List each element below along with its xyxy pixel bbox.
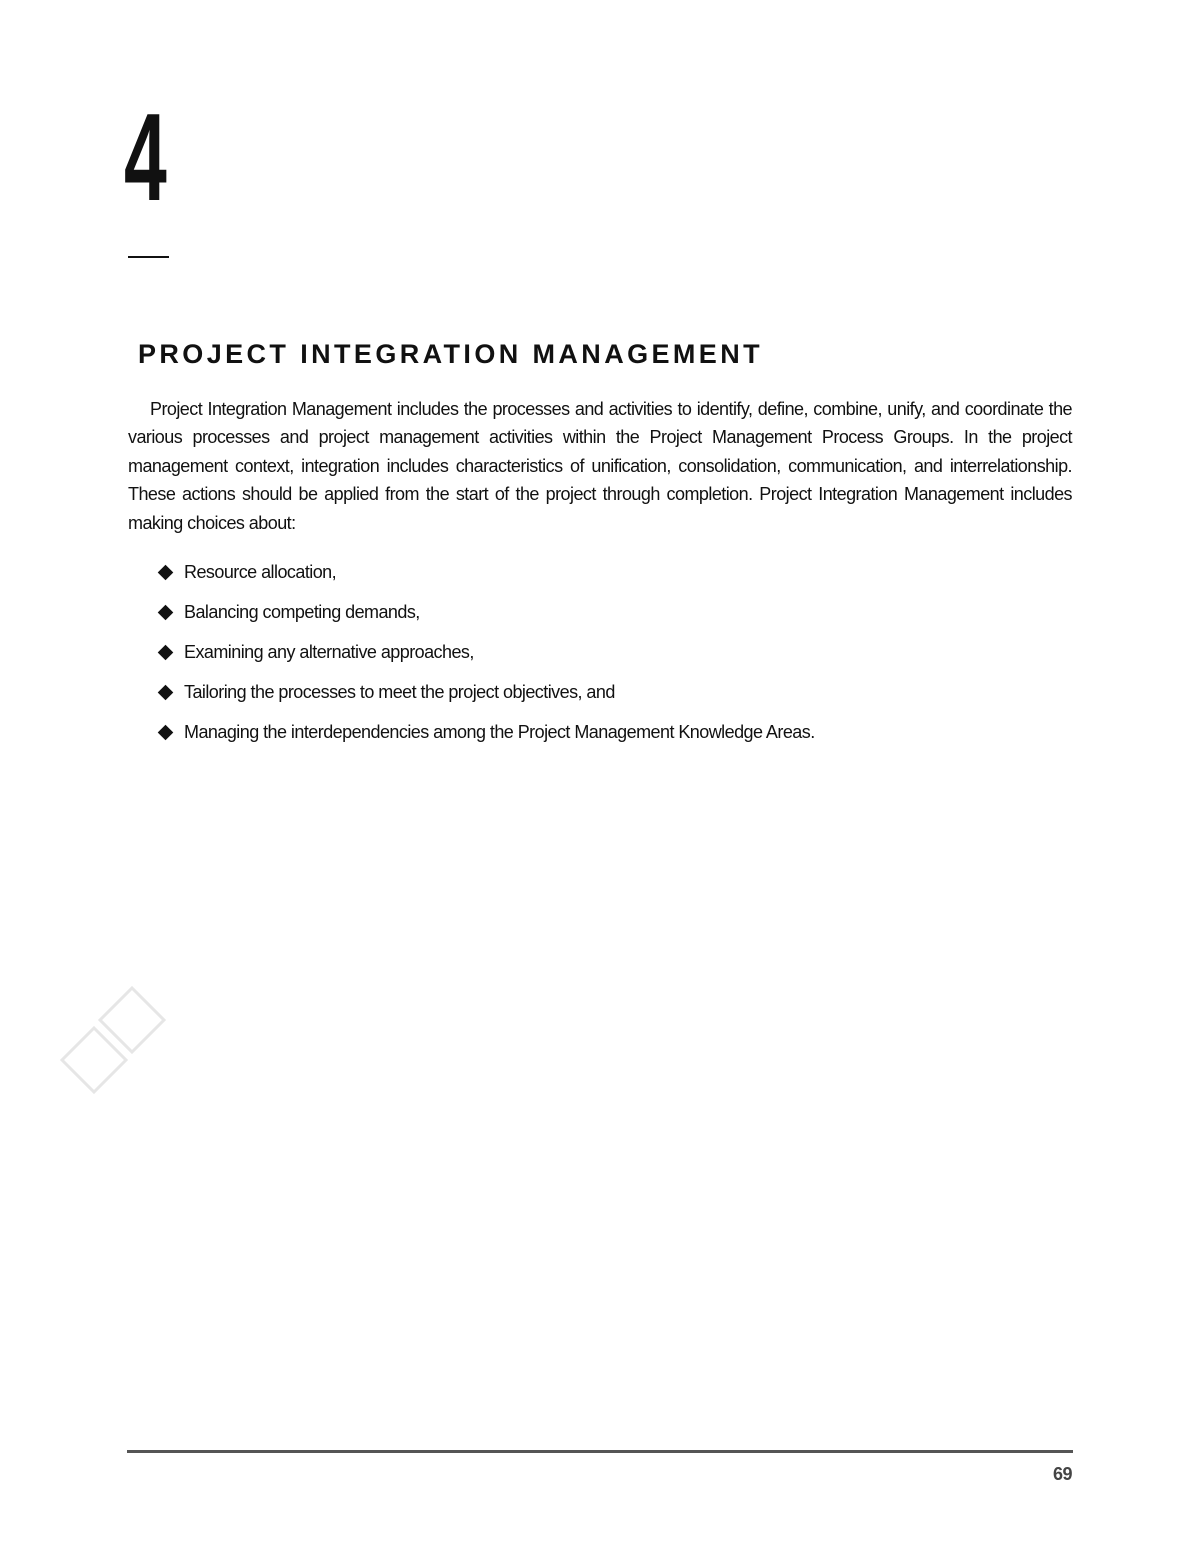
chapter-rule — [128, 256, 169, 258]
diamond-bullet-icon — [158, 604, 174, 620]
intro-paragraph: Project Integration Management includes the processes and activities to identify, define, combine, unify, and coordinate the various processes and project management activities within the Project Management Process Groups. In the project management context, integration includes characteristics of unification, consolidation, communication, and interrelationship. These actions should be applied from the start of the project through completion. Project Integration Management includes making choices about: — [128, 399, 1072, 533]
list-item — [158, 712, 815, 752]
chapter-number: 4 — [124, 89, 167, 227]
diamond-bullet-icon — [158, 684, 174, 700]
list-item — [158, 632, 815, 672]
list-item-text: Examining any alternative approaches, — [184, 641, 474, 662]
choices-list — [158, 552, 815, 752]
list-item — [158, 552, 815, 592]
double-diamond-watermark-icon — [55, 980, 175, 1100]
diamond-bullet-icon — [158, 644, 174, 660]
list-item-text: Balancing competing demands, — [184, 601, 420, 622]
list-item-text: Tailoring the processes to meet the project objectives, and — [184, 681, 615, 702]
list-item — [158, 672, 815, 712]
page-number: 69 — [1052, 1464, 1072, 1484]
diamond-bullet-icon — [158, 564, 174, 580]
diamond-bullet-icon — [158, 724, 174, 740]
list-item-text: Managing the interdependencies among the Project Management Knowledge Areas. — [184, 721, 815, 742]
footer-rule — [127, 1450, 1073, 1453]
chapter-title: PROJECT INTEGRATION MANAGEMENT — [138, 339, 764, 369]
list-item — [158, 592, 815, 632]
list-item-text: Resource allocation, — [184, 561, 337, 582]
